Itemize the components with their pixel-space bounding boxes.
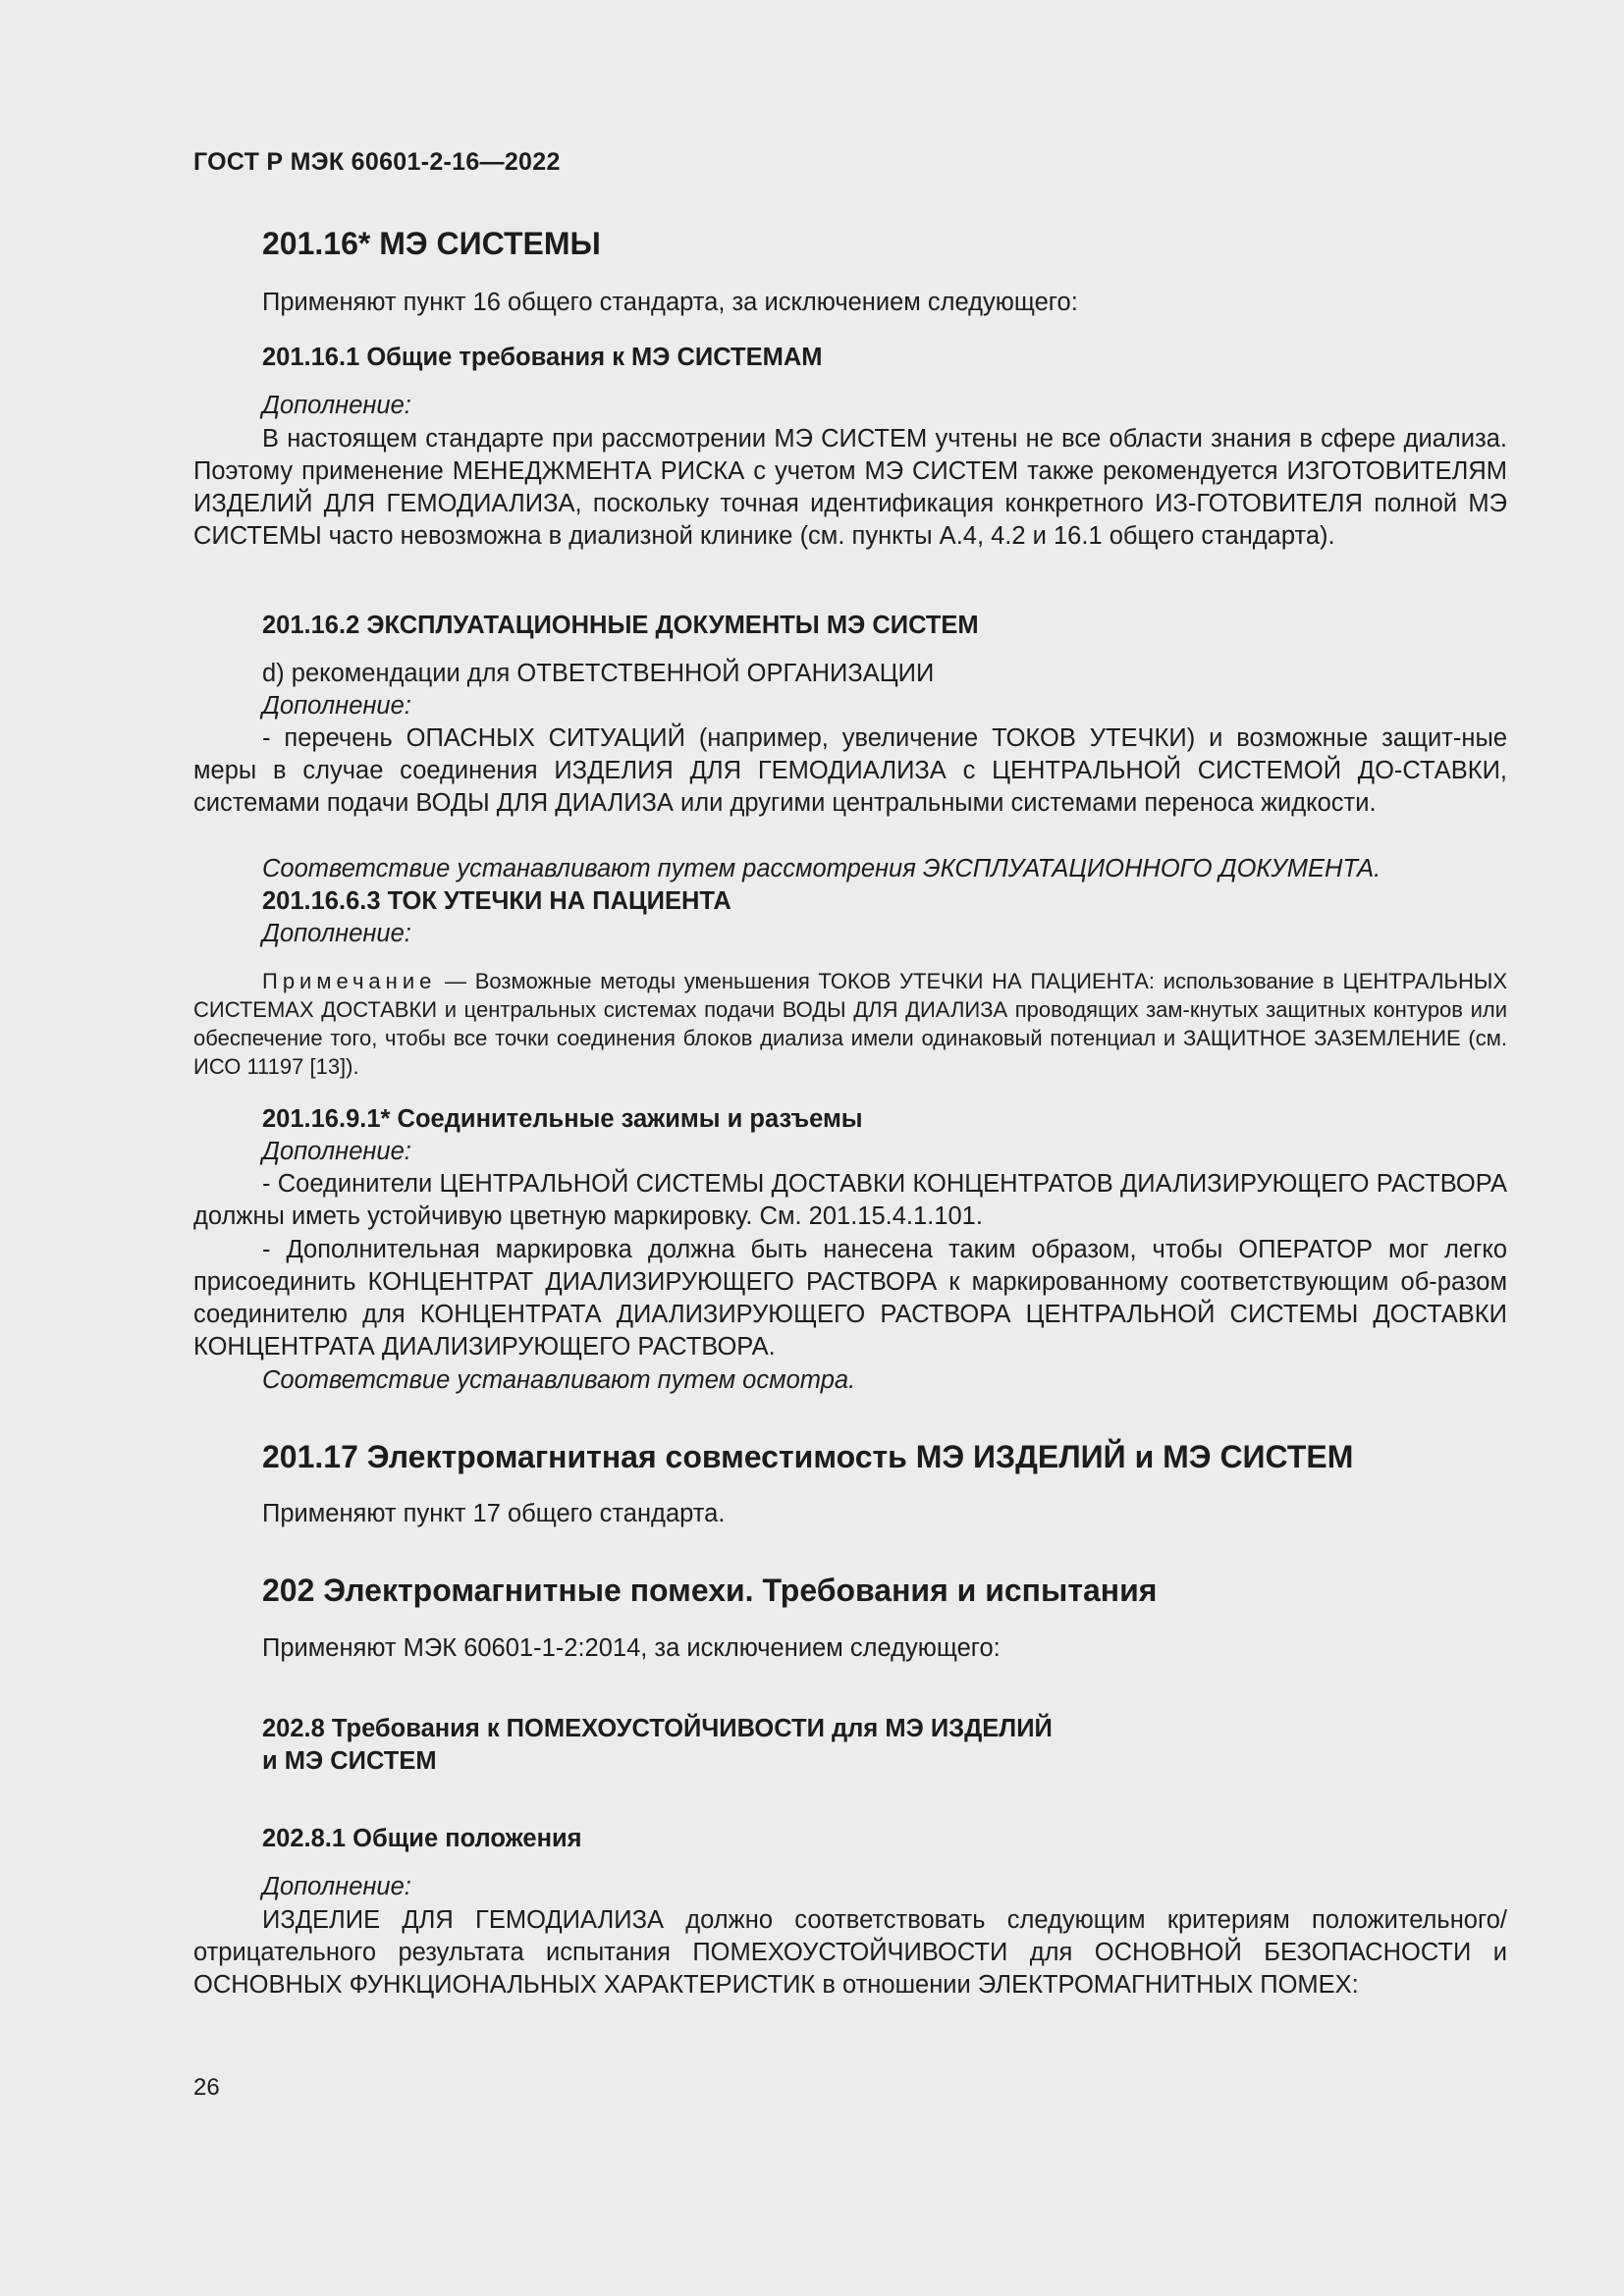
note-text: — Возможные методы уменьшения ТОКОВ УТЕЧКИ НА ПАЦИЕНТА: использование в ЦЕНТРАЛЬНЫХ СИСТЕМАХ ДОСТАВКИ и центральных системах подачи ВОДЫ ДЛЯ ДИАЛИЗА проводящих зам-кнутых защитных контуров или обеспечение того, чтобы все точки соединения блоков диализа имели одинаковый потенциал и ЗАЩИТНОЕ ЗАЗЕМЛЕНИЕ (см. ИСО 11197 [13]). <box>193 969 1507 1079</box>
section-201-16-1-text: В настоящем стандарте при рассмотрении МЭ СИСТЕМ учтены не все области знания в сфере диализа. Поэтому применение МЕНЕДЖМЕНТА РИСКА с учетом МЭ СИСТЕМ также рекомендуется ИЗГОТОВИТЕЛЯМ ИЗДЕЛИЙ ДЛЯ ГЕМОДИАЛИЗА, поскольку точная идентификация конкретного ИЗ-ГОТОВИТЕЛЯ полной МЭ СИСТЕМЫ часто невозможна в диализной клинике (см. пункты А.4, 4.2 и 16.1 общего стандарта). <box>193 425 1507 550</box>
document-header: ГОСТ Р МЭК 60601-2-16—2022 <box>193 148 561 176</box>
section-201-17-text: Применяют пункт 17 общего стандарта. <box>262 1500 726 1527</box>
section-202-8-title-line-2: и МЭ СИСТЕМ <box>262 1747 437 1775</box>
page-number: 26 <box>193 2074 220 2101</box>
section-202-title: 202 Электромагнитные помехи. Требования и испытания <box>262 1573 1158 1608</box>
section-201-17-title: 201.17 Электромагнитная совместимость МЭ ИЗДЕЛИЙ и МЭ СИСТЕМ <box>262 1439 1354 1474</box>
section-201-16-1-title: 201.16.1 Общие требования к МЭ СИСТЕМАМ <box>262 344 823 371</box>
section-201-16-2-addition: Дополнение: <box>262 692 411 720</box>
section-201-16-1-addition: Дополнение: <box>262 392 411 419</box>
document-page <box>193 0 1507 2296</box>
section-202-intro: Применяют МЭК 60601-1-2:2014, за исключением следующего: <box>262 1634 1001 1662</box>
section-201-16-9-1-para-1: - Соединители ЦЕНТРАЛЬНОЙ СИСТЕМЫ ДОСТАВКИ КОНЦЕНТРАТОВ ДИАЛИЗИРУЮЩЕГО РАСТВОРА должны иметь устойчивую цветную маркировку. См. 201.15.4.1.101. <box>193 1170 1507 1230</box>
section-201-16-9-1-compliance: Соответствие устанавливают путем осмотра. <box>262 1366 856 1394</box>
section-201-16-2-compliance: Соответствие устанавливают путем рассмотрения ЭКСПЛУАТАЦИОННОГО ДОКУМЕНТА. <box>262 855 1381 882</box>
section-201-16-6-3-title: 201.16.6.3 ТОК УТЕЧКИ НА ПАЦИЕНТА <box>262 887 731 915</box>
section-201-16-intro: Применяют пункт 16 общего стандарта, за исключением следующего: <box>262 289 1078 316</box>
section-201-16-9-1-title: 201.16.9.1* Соединительные зажимы и разъемы <box>262 1105 863 1133</box>
section-202-8-1-addition: Дополнение: <box>262 1873 411 1900</box>
section-202-8-1-title: 202.8.1 Общие положения <box>262 1825 582 1852</box>
note <box>193 967 1507 1081</box>
section-201-16-title: 201.16* МЭ СИСТЕМЫ <box>262 226 601 261</box>
section-201-16-9-1-addition: Дополнение: <box>262 1138 411 1165</box>
section-201-16-2-text: - перечень ОПАСНЫХ СИТУАЦИЙ (например, увеличение ТОКОВ УТЕЧКИ) и возможные защит-ные меры в случае соединения ИЗДЕЛИЯ ДЛЯ ГЕМОДИАЛИЗА с ЦЕНТРАЛЬНОЙ СИСТЕМОЙ ДО-СТАВКИ, системами подачи ВОДЫ ДЛЯ ДИАЛИЗА или другими центральными системами переноса жидкости. <box>193 724 1507 817</box>
section-202-8-title-line-1: 202.8 Требования к ПОМЕХОУСТОЙЧИВОСТИ для МЭ ИЗДЕЛИЙ <box>262 1715 1053 1742</box>
section-201-16-2-item-d: d) рекомендации для ОТВЕТСТВЕННОЙ ОРГАНИЗАЦИИ <box>262 660 935 687</box>
section-201-16-6-3-addition: Дополнение: <box>262 920 411 947</box>
note-label: Примечание <box>262 969 437 993</box>
section-201-16-9-1-para-2: - Дополнительная маркировка должна быть нанесена таким образом, чтобы ОПЕРАТОР мог легко присоединить КОНЦЕНТРАТ ДИАЛИЗИРУЮЩЕГО РАСТВОРА к маркированному соответствующим об-разом соединителю для КОНЦЕНТРАТА ДИАЛИЗИРУЮЩЕГО РАСТВОРА ЦЕНТРАЛЬНОЙ СИСТЕМЫ ДОСТАВКИ КОНЦЕНТРАТА ДИАЛИЗИРУЮЩЕГО РАСТВОРА. <box>193 1236 1507 1361</box>
section-202-8-1-text: ИЗДЕЛИЕ ДЛЯ ГЕМОДИАЛИЗА должно соответствовать следующим критериям положительного/отрицательного результата испытания ПОМЕХОУСТОЙЧИВОСТИ для ОСНОВНОЙ БЕЗОПАСНОСТИ и ОСНОВНЫХ ФУНКЦИОНАЛЬНЫХ ХАРАКТЕРИСТИК в отношении ЭЛЕКТРОМАГНИТНЫХ ПОМЕХ: <box>193 1906 1507 1999</box>
section-201-16-2-title: 201.16.2 ЭКСПЛУАТАЦИОННЫЕ ДОКУМЕНТЫ МЭ СИСТЕМ <box>262 612 979 639</box>
